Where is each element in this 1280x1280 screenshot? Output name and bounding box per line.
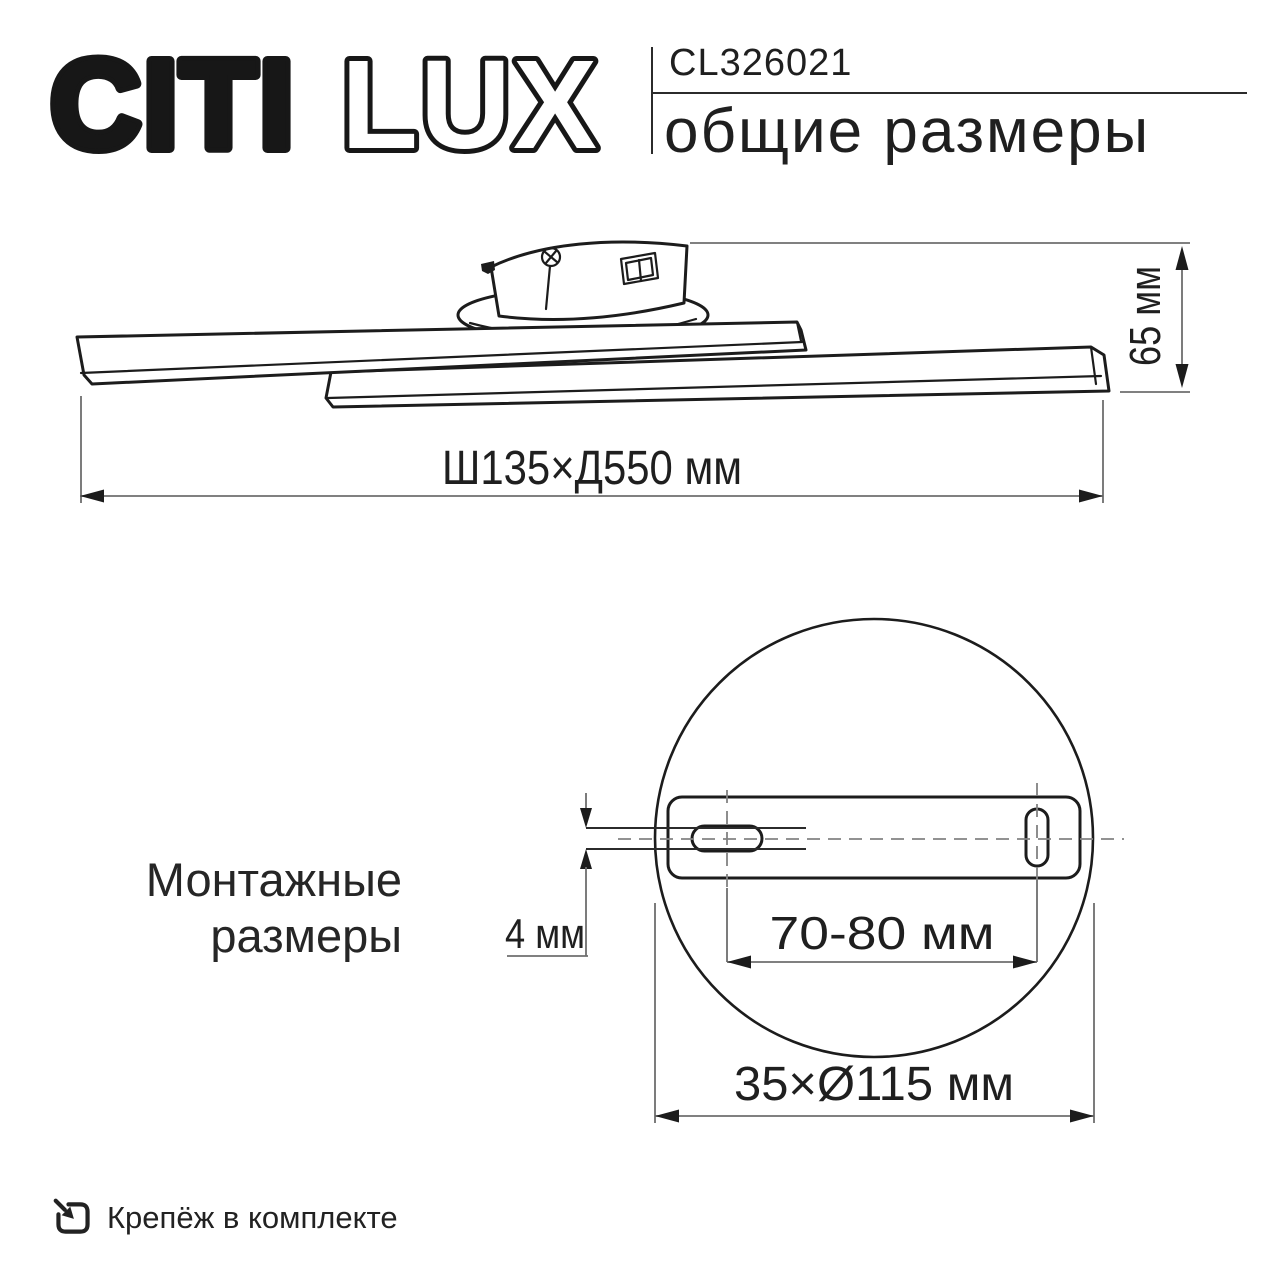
canopy-dimension-label: 35×Ø115 мм <box>734 1058 1014 1111</box>
arrowhead-down <box>580 808 592 828</box>
slot-height-dimension <box>505 793 592 957</box>
canopy-body <box>491 242 687 319</box>
arrowhead-down <box>1176 364 1189 388</box>
canopy <box>481 242 687 319</box>
hole-spacing-dimension <box>727 907 1037 969</box>
mounting-plate <box>668 797 1080 878</box>
slot-height-dimension-label: 4 мм <box>505 910 585 957</box>
size-dimension-label: Ш135×Д550 мм <box>442 442 742 495</box>
arrowhead-left <box>727 956 751 969</box>
arrowhead-up <box>1176 246 1189 270</box>
arrowhead-left <box>80 490 104 503</box>
logo-solid-part: CITI <box>50 36 296 168</box>
arrowhead-right <box>1013 956 1037 969</box>
mounting-label-line2: размеры <box>210 909 402 962</box>
mounting-label-line1: Монтажные <box>145 853 402 906</box>
arrowhead-left <box>655 1110 679 1123</box>
size-dimension <box>80 396 1103 503</box>
arrow-into-box-icon <box>53 1198 93 1238</box>
product-code: CL326021 <box>669 42 853 84</box>
fasteners-note-text: Крепёж в комплекте <box>107 1200 398 1235</box>
arrowhead-right <box>1079 490 1103 503</box>
logo-outline-part: LUX <box>341 36 599 168</box>
mounting-dimensions-view <box>505 619 1124 1123</box>
view-title: общие размеры <box>664 97 1151 166</box>
height-dimension-label: 65 мм <box>1121 244 1170 366</box>
overall-dimensions-view <box>77 242 1190 503</box>
arrow-shaft <box>56 1201 65 1210</box>
arrowhead-right <box>1070 1110 1094 1123</box>
arrowhead-up <box>580 849 592 869</box>
hole-spacing-dimension-label: 70-80 мм <box>769 907 995 959</box>
fasteners-note <box>53 1198 398 1238</box>
